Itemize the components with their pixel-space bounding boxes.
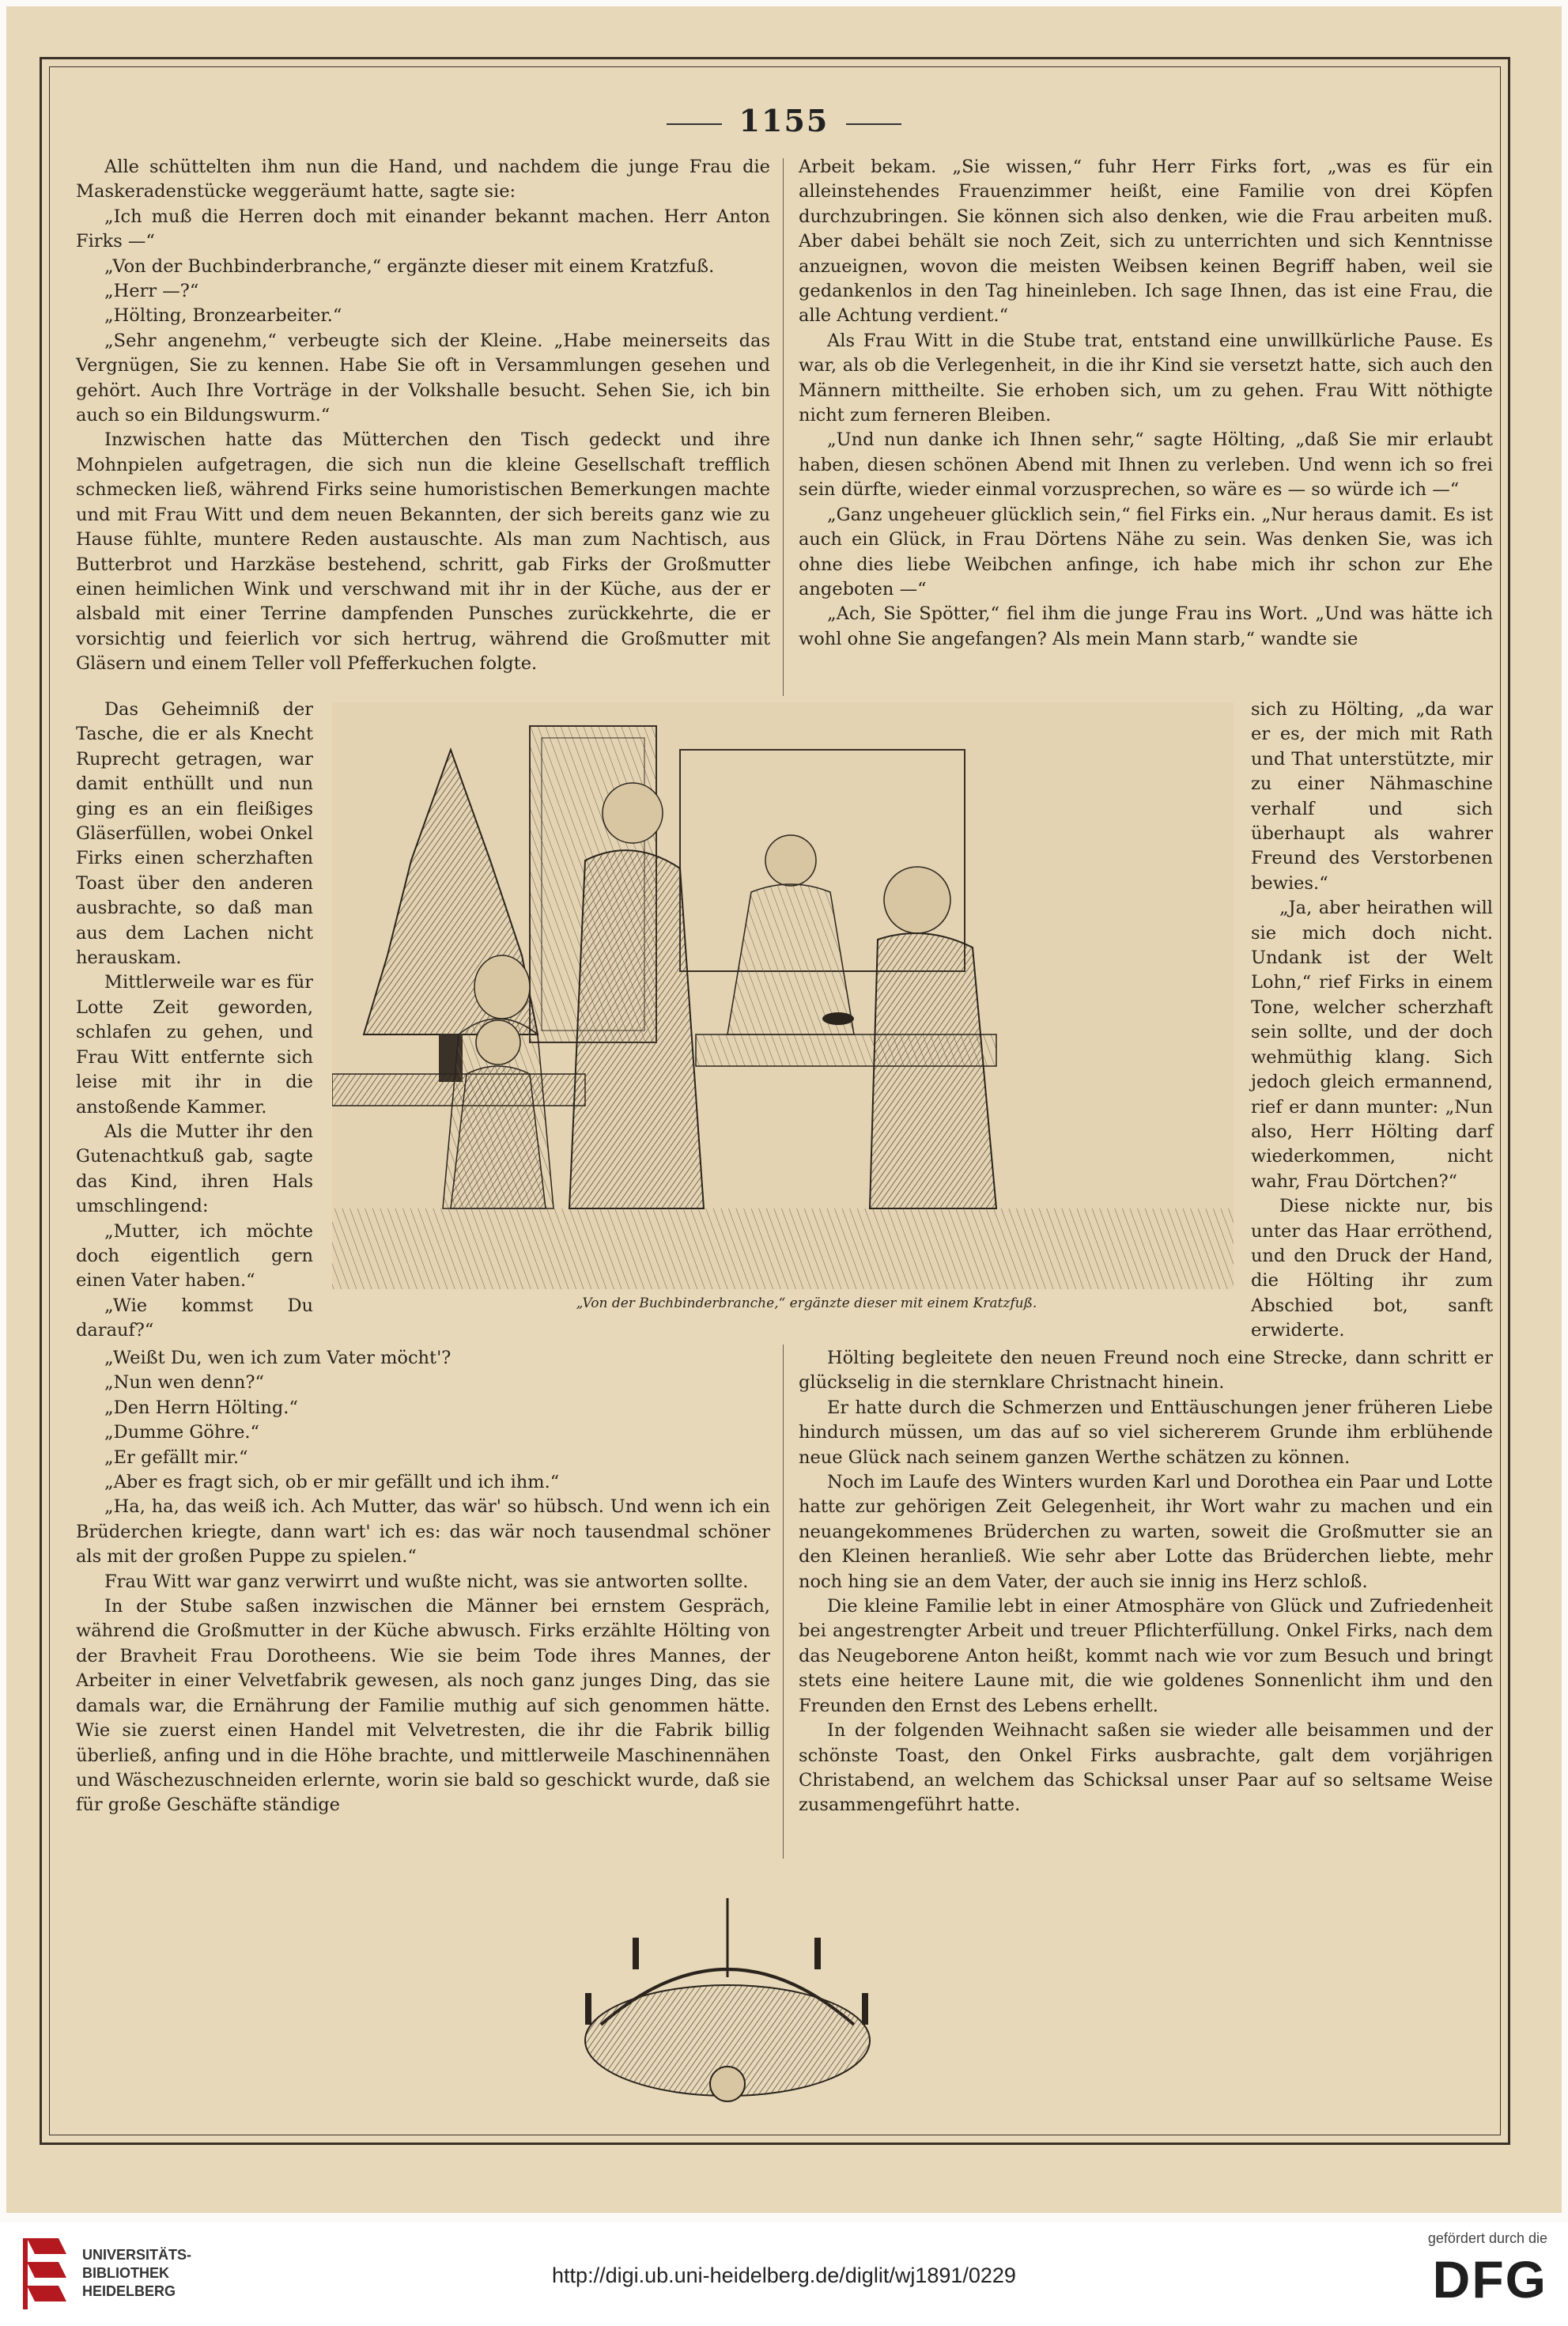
column-rule — [783, 158, 784, 696]
paragraph: sich zu Hölting, „da war er es, der mich mit Rath und That unterstützte, mir zu einer Nähmaschine verhalf und sich überhaupt als wahrer Freund des Verstorbenen bewies.“ — [1251, 699, 1493, 894]
firks-figure — [603, 783, 663, 843]
left-column-bottom — [76, 1346, 770, 1818]
paragraph: „Und nun danke ich Ihnen sehr,“ sagte Hölting, „daß Sie mir erlaubt haben, diesen schönen Abend mit Ihnen zu verleben. Und wenn ich so frei sein dürfte, wieder einmal vorzusprechen, so wäre es — so würde ich —“ — [799, 429, 1493, 501]
left-column-top — [76, 155, 770, 677]
paragraph: In der folgenden Weihnacht saßen sie wieder alle beisammen und der schönste Toast, den Onkel Firks ausbrachte, galt dem vorjährigen Christabend, an welchem das Schicksal unser Paar auf so seltsame Weise zusammengeführt hatte. — [799, 1720, 1493, 1816]
paragraph: „Weißt Du, wen ich zum Vater möcht'? — [104, 1348, 452, 1368]
institution-line: HEIDELBERG — [82, 2283, 176, 2299]
engraving-illustration — [332, 702, 1234, 1289]
paragraph: Er hatte durch die Schmerzen und Enttäuschungen jener früheren Liebe hindurch müssen, um das auf so viel sichererem Grunde ihm erblühende neue Glück nach seinem ganzen Werthe schätzen zu können. — [799, 1397, 1493, 1468]
dfg-logo: DFG — [1432, 2250, 1547, 2309]
sponsor-note: gefördert durch die — [1427, 2230, 1547, 2246]
child-figure — [476, 1020, 520, 1065]
permalink-url[interactable]: http://digi.ub.uni-heidelberg.de/diglit/wj1891/0229 — [552, 2264, 1016, 2287]
paragraph: „Ich muß die Herren doch mit einander bekannt machen. Herr Anton Firks —“ — [76, 206, 770, 252]
paragraph: „Ach, Sie Spötter,“ fiel ihm die junge Frau ins Wort. „Und was hätte ich wohl ohne Sie angefangen? Als mein Mann starb,“ wandte sie — [799, 603, 1493, 649]
dfg-sponsor[interactable] — [1373, 2230, 1547, 2319]
wreath-ornament — [554, 1882, 901, 2120]
paragraph: Mittlerweile war es für Lotte Zeit geworden, schlafen zu gehen, und Frau Witt entfernte sich leise mit ihr in die anstoßende Kammer. — [76, 972, 313, 1118]
right-column-wrap — [1251, 698, 1493, 1344]
handshake — [822, 1012, 854, 1025]
paragraph: „Ganz ungeheuer glücklich sein,“ fiel Firks ein. „Nur heraus damit. Es ist auch ein Glück, in Frau Dörtens Nähe zu sein. Was denken Sie, was ich ohne dies liebe Weibchen anfinge, ich habe mich ihr schon zur Ehe angeboten —“ — [799, 504, 1493, 599]
paragraph: Frau Witt war ganz verwirrt und wußte nicht, was sie antworten sollte. — [104, 1571, 749, 1592]
paragraph: „Aber es fragt sich, ob er mir gefällt und ich ihm.“ — [104, 1472, 560, 1493]
paragraph: Das Geheimniß der Tasche, die er als Knecht Ruprecht getragen, war damit enthüllt und nun ging es an ein fleißiges Gläserfüllen, wobei Onkel Firks einen scherzhaften Toast über den anderen ausbrachte, so daß man aus dem Lachen nicht herauskam. — [76, 699, 313, 969]
hoelting-figure — [884, 867, 950, 933]
paragraph: „Von der Buchbinderbranche,“ ergänzte dieser mit einem Kratzfuß. — [104, 255, 715, 277]
right-column-bottom — [799, 1346, 1493, 1818]
paragraph: Hölting begleitete den neuen Freund noch eine Strecke, dann schritt er glückselig in die sternklare Christnacht hinein. — [799, 1348, 1493, 1394]
paragraph: „Sehr angenehm,“ verbeugte sich der Kleine. „Habe meinerseits das Vergnügen, Sie zu kennen. Habe Sie oft in Versammlungen gesehen und gehört. Auch Ihre Vorträge in der Volkshalle besucht. Sehen Sie, ich bin auch so ein Bildungswurm.“ — [76, 330, 770, 426]
paragraph: „Wie kommst Du darauf?“ — [76, 1295, 313, 1341]
paragraph: Noch im Laufe des Winters wurden Karl und Dorothea ein Paar und Lotte hatte zur gehörigen Zeit Gelegenheit, ihr Wort wahr zu machen und ein neuangekommenes Brüderchen zu warten, soweit die Großmutter sie an den Kleinen heranließ. Wie sehr aber Lotte das Brüderchen liebte, mehr noch hing sie an dem Vater, der auch sie innig ins Herz schloß. — [799, 1472, 1493, 1592]
institution-line: BIBLIOTHEK — [82, 2265, 169, 2281]
page-number — [0, 103, 1568, 138]
paragraph: Als Frau Witt in die Stube trat, entstand eine unwillkürliche Pause. Es war, als ob die Verlegenheit, in die ihr Kind sie versetzt hatte, sich auch den Männern mittheilte. Sie erhoben sich, um zu gehen. Frau Witt nöthigte nicht zum ferneren Bleiben. — [799, 330, 1493, 426]
paragraph: Als die Mutter ihr den Gutenachtkuß gab, sagte das Kind, ihren Hals umschlingend: — [76, 1121, 313, 1217]
paragraph: Die kleine Familie lebt in einer Atmosphäre von Glück und Zufriedenheit bei angestrengter Arbeit und treuer Pflichterfüllung. Onkel Firks, nach dem das Neugeborene Anton heißt, kommt nach wie vor zum Besuch und bringt stets eine heitere Laune mit, die wie goldenes Sonnenlicht ihm und den Freunden den Ernst des Lebens erhellt. — [799, 1596, 1493, 1716]
paragraph: „Er gefällt mir.“ — [104, 1447, 248, 1468]
paragraph: In der Stube saßen inzwischen die Männer bei ernstem Gespräch, während die Großmutter in der Küche abwusch. Firks erzählte Hölting von der Bravheit Frau Dorotheens. Wie sie beim Tode ihres Mannes, der Arbeiter in einer Velvetfabrik gewesen, als noch ganz junges Ding, das sie damals war, die Ernährung der Familie muthig auf sich genommen hätte. Wie sie zuerst einen Handel mit Velvetresten, die ihr die Fabrik billig überließ, anfing und in die Höhe brachte, und mittlerweile Maschinennähen und Wäschezuschneiden erlernte, worin sie bald so geschickt wurde, daß sie für große Geschäfte ständige — [76, 1596, 770, 1816]
paragraph: „Mutter, ich möchte doch eigentlich gern einen Vater haben.“ — [76, 1220, 313, 1292]
page-number-text: 1155 — [739, 103, 829, 138]
paragraph: Arbeit bekam. „Sie wissen,“ fuhr Herr Firks fort, „was es für ein alleinstehendes Frauenzimmer heißt, eine Familie von drei Köpfen durchzubringen. Sie können sich also denken, wie die Frau arbeiten muß. Aber dabei behält sie noch Zeit, sich zu unterrichten und sich Kenntnisse anzueignen, wovon die meisten Weibsen keinen Begriff haben, weil sie gedankenlos in den Tag hineinleben. Ich sage Ihnen, das ist eine Frau, die alle Achtung verdient.“ — [799, 157, 1493, 327]
institution-line: UNIVERSITÄTS- — [82, 2247, 192, 2263]
paragraph: „Hölting, Bronzearbeiter.“ — [104, 305, 342, 327]
parlor-scene-engraving — [332, 702, 1234, 1289]
young-woman-figure — [765, 835, 816, 886]
paragraph: Alle schüttelten ihm nun die Hand, und nachdem die junge Frau die Maskeradenstücke weggeräumt hatte, sagte sie: — [76, 157, 770, 202]
right-column-top — [799, 155, 1493, 652]
grandmother-figure — [474, 955, 530, 1019]
column-rule-lower — [783, 1345, 784, 1859]
paragraph: „Dumme Göhre.“ — [104, 1422, 260, 1443]
paragraph: Inzwischen hatte das Mütterchen den Tisch gedeckt und ihre Mohnpielen aufgetragen, die sich nun die kleine Gesellschaft trefflich schmecken ließ, während Firks seine humoristischen Bemerkungen machte und mit Frau Witt und dem neuen Bekannten, der sich bereits ganz wie zu Hause fühlte, muntere Reden austauschte. Als man zum Nachtisch, aus Butterbrot und Harzkäse bestehend, schritt, gab Firks der Großmutter einen heimlichen Wink und verschwand mit ihr in der Küche, aus der er alsbald mit einer Terrine dampfenden Punsches zurückkehrte, die er vorsichtig und feierlich vor sich hertrug, während die Großmutter mit Gläsern und einem Teller voll Pfefferkuchen folgte. — [76, 429, 770, 675]
paragraph: „Den Herrn Hölting.“ — [104, 1397, 298, 1418]
paragraph: „Nun wen denn?“ — [104, 1372, 264, 1394]
paragraph: „Ha, ha, das weiß ich. Ach Mutter, das wär' so hübsch. Und wenn ich ein Brüderchen kriegte, dann wart' ich es: das wär noch tausendmal schöner als mit der großen Puppe zu spielen.“ — [76, 1496, 770, 1568]
paragraph: „Ja, aber heirathen will sie mich doch nicht. Undank ist der Welt Lohn,“ rief Firks in einem Tone, welcher scherzhaft sein sollte, und der doch wehmüthig klang. Sich jedoch gleich ermannend, rief er dann munter: „Nun also, Herr Hölting darf wiederkommen, nicht wahr, Frau Dörtchen?“ — [1251, 898, 1493, 1192]
paragraph: „Herr —?“ — [104, 281, 199, 302]
illustration-caption: „Von der Buchbinderbranche,“ ergänzte dieser mit einem Kratzfuß. — [576, 1295, 1037, 1311]
left-column-wrap — [76, 698, 313, 1344]
dining-table — [696, 1034, 996, 1066]
christmas-vignette — [554, 1882, 901, 2120]
paragraph: Diese nickte nur, bis unter das Haar erröthend, und den Druck der Hand, die Hölting ihr zum Abschied bot, sanft erwiderte. — [1251, 1196, 1493, 1341]
